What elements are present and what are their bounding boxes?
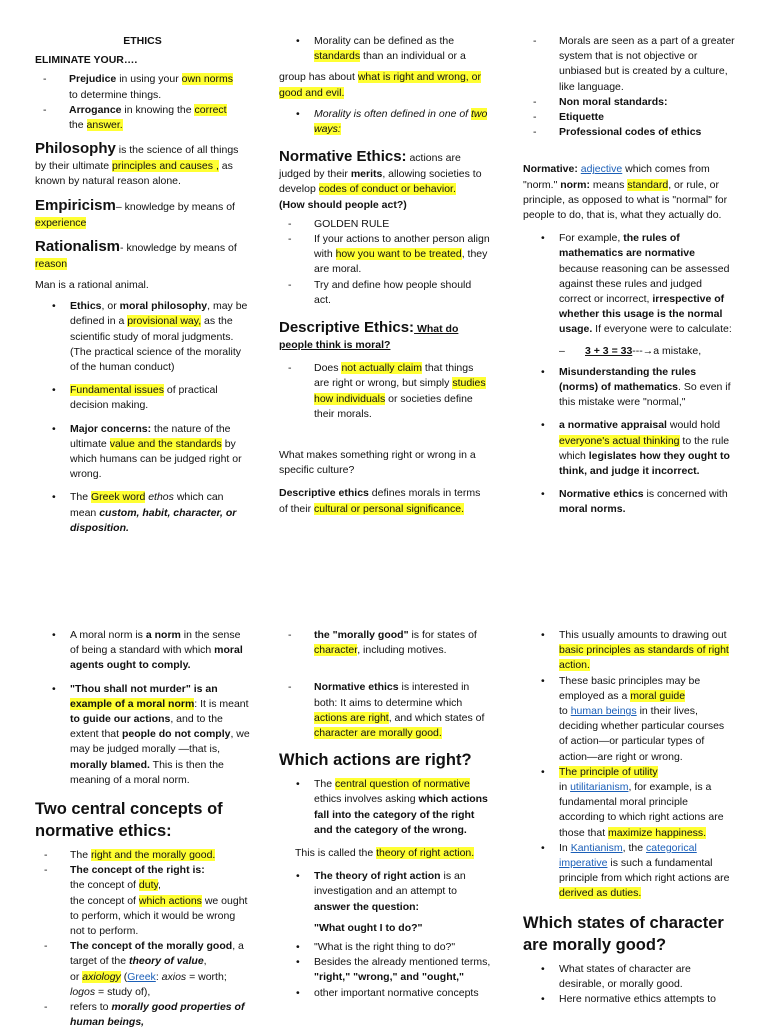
column-2-top bbox=[279, 34, 491, 517]
list-item: • What states of character are desirable, or morally good. bbox=[559, 962, 735, 992]
terms-list bbox=[279, 940, 491, 1001]
which-states-heading: Which states of character are morally good? bbox=[523, 913, 724, 954]
ought-question: "What ought I to do?" bbox=[314, 921, 423, 934]
list-item: - Morals are seen as a part of a greater system that is not objective or unbiased but is created by a culture, like language. bbox=[559, 34, 735, 95]
list-item: • This usually amounts to drawing out basic principles as standards of right action. bbox=[559, 628, 735, 674]
list-item: • Morality is often defined in one of two ways: bbox=[314, 107, 491, 137]
list-item: • The theory of right action is an investigation and an attempt to answer the question: bbox=[314, 869, 491, 915]
golden-rule-list bbox=[279, 217, 491, 308]
central-question-list bbox=[279, 777, 491, 838]
normative-interest-list bbox=[279, 680, 491, 741]
list-item: - Etiquette bbox=[559, 110, 735, 125]
philosophy-paragraph: Philosophy is the science of all things by their ultimate principles and causes , as known by natural reason alone. bbox=[35, 140, 239, 188]
descriptive-definition: Descriptive ethics defines morals in terms of their cultural or personal significance. bbox=[279, 487, 481, 515]
list-item: - Does not actually claim that things are right or wrong, but simply studies how individuals or societies define their morals. bbox=[314, 361, 491, 422]
column-3-top bbox=[523, 34, 735, 518]
list-item: • A moral norm is a norm in the sense of being a standard with which moral agents ought to comply. bbox=[70, 628, 250, 674]
human-beings-link[interactable]: human beings bbox=[570, 705, 637, 718]
appraisal-list bbox=[523, 365, 735, 518]
kantianism-link[interactable]: Kantianism bbox=[570, 841, 623, 854]
list-item: - The concept of the morally good, a target of the theory of value, or axiology (Greek: axios = worth; logos = study of), bbox=[70, 939, 250, 1000]
list-item: • Misunderstanding the rules (norms) of mathematics. So even if this mistake were "normal," bbox=[559, 365, 735, 411]
doc-title: ETHICS bbox=[123, 35, 162, 47]
group-paragraph: group has about what is right and wrong, or good and evil. bbox=[279, 71, 481, 99]
list-item: • a normative appraisal would hold everyone's actual thinking to the rule which legislates how they ought to think, and judge it incorrect. bbox=[559, 418, 735, 479]
morality-defined-list bbox=[279, 107, 491, 137]
ethics-list bbox=[35, 299, 250, 536]
utilitarianism-link[interactable]: utilitarianism bbox=[570, 781, 629, 794]
calc-list bbox=[523, 344, 735, 359]
list-item: • Besides the already mentioned terms, "right," "wrong," and "ought," bbox=[314, 955, 491, 985]
morality-list bbox=[279, 34, 491, 64]
concepts-list bbox=[35, 848, 250, 1030]
list-item: • Here normative ethics attempts to bbox=[559, 992, 735, 1007]
math-example-list bbox=[523, 231, 735, 337]
list-item: - refers to morally good properties of human beings, bbox=[70, 1000, 250, 1030]
eliminate-list bbox=[35, 72, 250, 133]
list-item: - The right and the morally good. bbox=[70, 848, 250, 863]
descriptive-ethics-heading: Descriptive Ethics: What do people think is moral? bbox=[279, 319, 459, 352]
list-item: - If your actions to another person align with how you want to be treated, they are moral. bbox=[314, 232, 491, 278]
what-makes-paragraph: What makes something right or wrong in a specific culture? bbox=[279, 449, 476, 477]
list-item: - Professional codes of ethics bbox=[559, 125, 735, 140]
theory-called: This is called the theory of right action. bbox=[295, 847, 475, 860]
list-item: • Major concerns: the nature of the ultimate value and the standards by which humans can be judged right or wrong. bbox=[70, 422, 250, 483]
column-3-bottom bbox=[523, 628, 735, 1007]
list-item: - Try and define how people should act. bbox=[314, 278, 491, 308]
states-list bbox=[523, 962, 735, 1008]
list-item: • Fundamental issues of practical decision making. bbox=[70, 383, 250, 413]
principles-list bbox=[523, 628, 735, 902]
normative-ethics-paragraph: Normative Ethics: actions are judged by their merits, allowing societies to develop codes of conduct or behavior. (How should people act?) bbox=[279, 148, 482, 211]
column-1-top bbox=[35, 34, 250, 536]
which-actions-heading: Which actions are right? bbox=[279, 751, 472, 770]
categorical-imperative-link[interactable]: categorical imperative bbox=[559, 841, 697, 870]
morally-good-list bbox=[279, 628, 491, 658]
two-concepts-heading: Two central concepts of normative ethics: bbox=[35, 800, 223, 841]
list-item: - Normative ethics is interested in both: It aims to determine which actions are right, and which states of character are morally good. bbox=[314, 680, 491, 741]
list-item: • The central question of normative ethics involves asking which actions fall into the category of the right and the category of the wrong. bbox=[314, 777, 491, 838]
list-item: – 3 + 3 = 33---→a mistake, bbox=[585, 344, 735, 359]
rationalism-paragraph: Rationalism- knowledge by means of reason bbox=[35, 237, 237, 270]
greek-link[interactable]: Greek bbox=[127, 970, 156, 983]
list-item: - Non moral standards: bbox=[559, 95, 735, 110]
normative-definition: Normative: adjective which comes from "norm." norm: means standard, or rule, or principle, as opposed to what is "normal" for people to do, that is, what they actually do. bbox=[523, 163, 728, 222]
column-2-bottom bbox=[279, 628, 491, 1001]
list-item: - the "morally good" is for states of character, including motives. bbox=[314, 628, 491, 658]
man-statement: Man is a rational animal. bbox=[35, 279, 149, 292]
morals-list bbox=[523, 34, 735, 140]
list-item: • "Thou shall not murder" is an example of a moral norm: It is meant to guide our actions, and to the extent that people do not comply, we may be judged morally —that is, morally blamed. This is then the meaning of a moral norm. bbox=[70, 682, 250, 788]
list-item: • In Kantianism, the categorical imperative is such a fundamental principle from which right actions are derived as duties. bbox=[559, 841, 735, 902]
theory-list bbox=[279, 869, 491, 915]
adjective-link[interactable]: adjective bbox=[580, 163, 623, 176]
descriptive-list bbox=[279, 361, 491, 422]
column-1-bottom bbox=[35, 628, 250, 1030]
eliminate-heading: ELIMINATE YOUR…. bbox=[35, 54, 138, 67]
list-item: - GOLDEN RULE bbox=[314, 217, 491, 232]
list-item: - Arrogance in knowing the correct the answer. bbox=[69, 103, 250, 133]
empiricism-paragraph: Empiricism– knowledge by means of experience bbox=[35, 196, 235, 229]
moral-norm-list bbox=[35, 628, 250, 788]
list-item: - The concept of the right is: the concept of duty, the concept of which actions we ought to perform, which it would be wrong not to perform. bbox=[70, 863, 250, 939]
list-item: • Morality can be defined as the standards than an individual or a bbox=[314, 34, 491, 64]
list-item: - Prejudice in using your own norms to determine things. bbox=[69, 72, 250, 102]
list-item: • These basic principles may be employed as a moral guide to human beings in their lives, deciding whether particular courses of action—or particular types of action—are right or wrong. bbox=[559, 674, 735, 765]
list-item: • Normative ethics is concerned with moral norms. bbox=[559, 487, 735, 517]
list-item: • Ethics, or moral philosophy, may be defined in a provisional way, as the scientific study of moral judgments. (The practical science of the morality of the human conduct) bbox=[70, 299, 250, 375]
list-item: • The principle of utility in utilitarianism, for example, is a fundamental moral principle according to which right actions are those that maximize happiness. bbox=[559, 765, 735, 841]
list-item: • other important normative concepts bbox=[314, 986, 491, 1001]
list-item: • The Greek word ethos which can mean custom, habit, character, or disposition. bbox=[70, 490, 250, 536]
list-item: • For example, the rules of mathematics are normative because reasoning can be assessed against these rules and judged correct or incorrect, irrespective of whether this usage is the normal usage. If everyone were to calculate: bbox=[559, 231, 735, 337]
list-item: • "What is the right thing to do?" bbox=[314, 940, 491, 955]
